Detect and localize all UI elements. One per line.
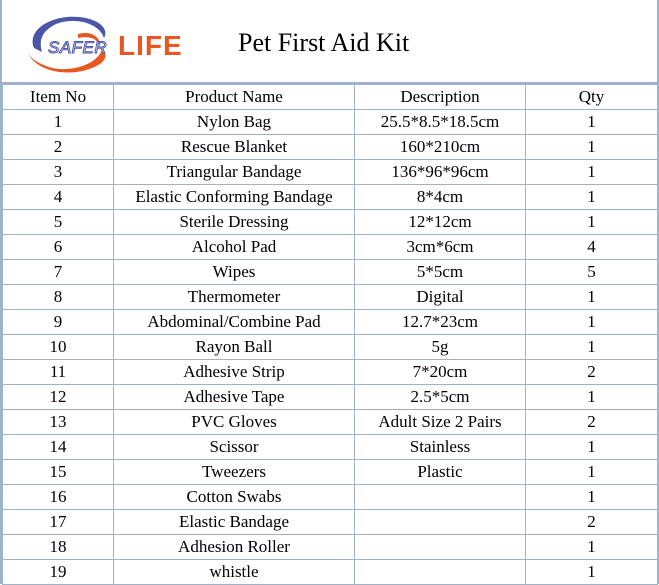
table-row [3,260,658,285]
item-no-cell: 17 [3,510,114,535]
qty-cell: 1 [526,485,658,510]
table-row [3,460,658,485]
product-name-cell: Elastic Bandage [114,510,355,535]
description-cell: 136*96*96cm [355,160,526,185]
table-row [3,510,658,535]
product-name-cell: Adhesive Strip [114,360,355,385]
description-cell: 7*20cm [355,360,526,385]
qty-cell: 1 [526,310,658,335]
item-no-cell: 18 [3,535,114,560]
table-row [3,360,658,385]
description-cell: Digital [355,285,526,310]
table-header-row [3,85,658,110]
table-row [3,285,658,310]
item-no-cell: 5 [3,210,114,235]
table-row [3,210,658,235]
qty-cell: 1 [526,385,658,410]
item-no-cell: 9 [3,310,114,335]
page-title: Pet First Aid Kit [238,28,410,57]
item-no-cell: 3 [3,160,114,185]
description-cell [355,510,526,535]
qty-cell: 1 [526,285,658,310]
item-no-cell: 4 [3,185,114,210]
qty-cell: 2 [526,410,658,435]
table-row [3,485,658,510]
item-no-cell: 16 [3,485,114,510]
column-header-item-no: Item No [3,85,114,110]
description-cell [355,485,526,510]
qty-cell: 1 [526,210,658,235]
qty-cell: 1 [526,110,658,135]
logo-text-safer: SAFER [48,38,108,57]
product-name-cell: Elastic Conforming Bandage [114,185,355,210]
item-no-cell: 1 [3,110,114,135]
description-cell: 2.5*5cm [355,385,526,410]
table-body [3,110,658,585]
product-name-cell: Abdominal/Combine Pad [114,310,355,335]
qty-cell: 1 [526,460,658,485]
table-row [3,110,658,135]
product-name-cell: Nylon Bag [114,110,355,135]
table-row [3,160,658,185]
logo-text-life: LIFE [118,30,183,61]
qty-cell: 1 [526,435,658,460]
item-no-cell: 11 [3,360,114,385]
qty-cell: 2 [526,360,658,385]
column-header-description: Description [355,85,526,110]
item-no-cell: 8 [3,285,114,310]
qty-cell: 1 [526,160,658,185]
description-cell [355,535,526,560]
item-no-cell: 14 [3,435,114,460]
item-no-cell: 12 [3,385,114,410]
description-cell: 12*12cm [355,210,526,235]
item-no-cell: 6 [3,235,114,260]
safer-life-logo [16,8,183,78]
description-cell: 25.5*8.5*18.5cm [355,110,526,135]
description-cell: 8*4cm [355,185,526,210]
product-name-cell: Sterile Dressing [114,210,355,235]
qty-cell: 5 [526,260,658,285]
header [2,0,657,84]
item-no-cell: 15 [3,460,114,485]
table-row [3,435,658,460]
product-name-cell: Wipes [114,260,355,285]
table-row [3,385,658,410]
qty-cell: 1 [526,135,658,160]
table-row [3,560,658,585]
column-header-product-name: Product Name [114,85,355,110]
table-row [3,135,658,160]
item-no-cell: 10 [3,335,114,360]
description-cell: 5g [355,335,526,360]
product-name-cell: Alcohol Pad [114,235,355,260]
column-header-qty: Qty [526,85,658,110]
qty-cell: 1 [526,335,658,360]
description-cell: 160*210cm [355,135,526,160]
description-cell: 5*5cm [355,260,526,285]
item-no-cell: 7 [3,260,114,285]
product-name-cell: whistle [114,560,355,585]
product-name-cell: Rayon Ball [114,335,355,360]
product-name-cell: Adhesive Tape [114,385,355,410]
table-row [3,235,658,260]
table-row [3,310,658,335]
description-cell: Adult Size 2 Pairs [355,410,526,435]
table-row [3,410,658,435]
product-name-cell: Adhesion Roller [114,535,355,560]
qty-cell: 1 [526,560,658,585]
qty-cell: 1 [526,535,658,560]
description-cell: Stainless [355,435,526,460]
item-no-cell: 13 [3,410,114,435]
product-name-cell: Thermometer [114,285,355,310]
product-name-cell: Triangular Bandage [114,160,355,185]
description-cell: 12.7*23cm [355,310,526,335]
item-no-cell: 2 [3,135,114,160]
table-row [3,535,658,560]
description-cell: Plastic [355,460,526,485]
items-table [2,84,658,585]
product-name-cell: Rescue Blanket [114,135,355,160]
description-cell: 3cm*6cm [355,235,526,260]
product-name-cell: Tweezers [114,460,355,485]
qty-cell: 1 [526,185,658,210]
product-name-cell: Cotton Swabs [114,485,355,510]
qty-cell: 4 [526,235,658,260]
product-name-cell: PVC Gloves [114,410,355,435]
table-row [3,335,658,360]
product-name-cell: Scissor [114,435,355,460]
item-no-cell: 19 [3,560,114,585]
qty-cell: 2 [526,510,658,535]
table-row [3,185,658,210]
description-cell [355,560,526,585]
